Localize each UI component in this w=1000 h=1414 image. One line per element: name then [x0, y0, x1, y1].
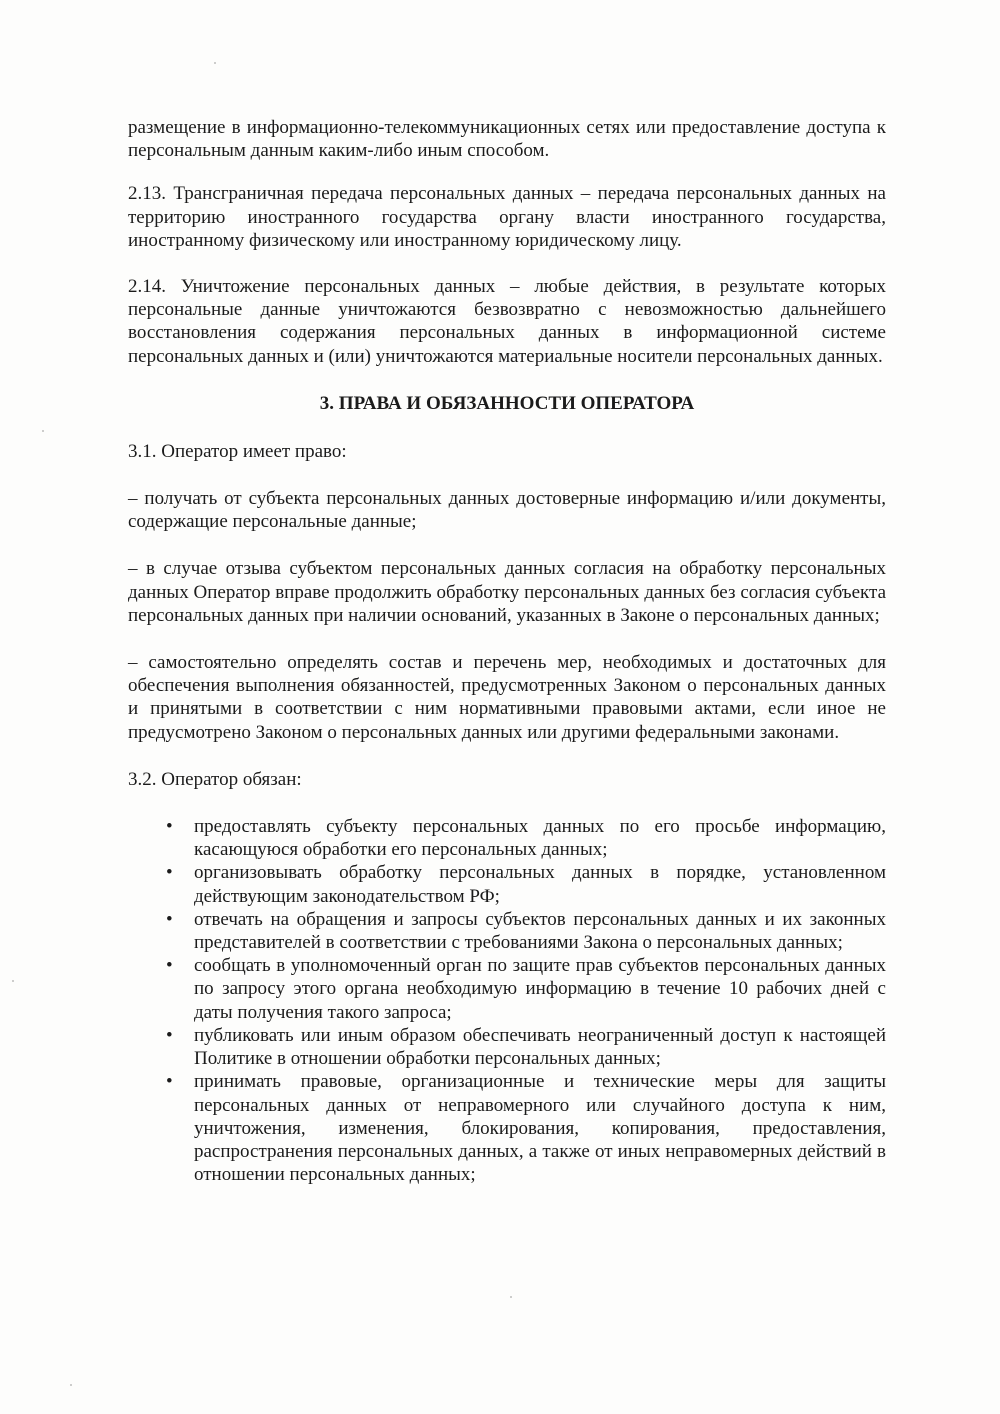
right-item-1: – получать от субъекта персональных данных достоверные информацию и/или документы, содержащие персональные данные; — [128, 488, 886, 533]
paragraph-continuation: размещение в информационно-телекоммуникационных сетях или предоставление доступа к персональным данным каким-либо иным способом. — [128, 117, 886, 162]
duty-item-5 — [166, 1024, 886, 1070]
duty-text: отвечать на обращения и запросы субъектов персональных данных и их законных представителей в соответствии с требованиями Закона о персональных данных; — [194, 908, 886, 954]
duty-item-3 — [166, 908, 886, 954]
paragraph-3-1: 3.1. Оператор имеет право: — [128, 440, 347, 462]
bullet-icon: • — [166, 816, 173, 838]
bullet-icon: • — [166, 862, 173, 884]
duties-list — [128, 815, 886, 1186]
right-item-2: – в случае отзыва субъектом персональных данных согласия на обработку персональных данных Оператор вправе продолжить обработку персональных данных без согласия субъекта персональных данных при наличии оснований, указанных в Законе о персональных данных; — [128, 558, 886, 626]
scan-speck — [214, 62, 216, 64]
duty-item-4 — [166, 954, 886, 1024]
section-3-heading: 3. ПРАВА И ОБЯЗАННОСТИ ОПЕРАТОРА — [319, 392, 695, 414]
duty-item-1 — [166, 815, 886, 861]
duty-item-6 — [166, 1070, 886, 1186]
bullet-icon: • — [166, 955, 173, 977]
scan-speck — [42, 430, 44, 432]
duty-text: публиковать или иным образом обеспечивать неограниченный доступ к настоящей Политике в отношении обработки персональных данных; — [194, 1024, 886, 1070]
document-body — [128, 116, 886, 1186]
duty-text: организовывать обработку персональных данных в порядке, установленном действующим законодательством РФ; — [194, 862, 886, 907]
scan-speck — [12, 980, 14, 982]
duty-text: сообщать в уполномоченный орган по защите прав субъектов персональных данных по запросу этого органа необходимую информацию в течение 10 рабочих дней с даты получения такого запроса; — [194, 955, 886, 1023]
scan-speck — [70, 1384, 72, 1386]
right-item-3: – самостоятельно определять состав и перечень мер, необходимых и достаточных для обеспечения выполнения обязанностей, предусмотренных Законом о персональных данных и принятыми в соответствии с ним нормативными правовыми актами, если иное не предусмотрено Законом о персональных данных или другими федеральными законами. — [128, 652, 886, 743]
bullet-icon: • — [166, 908, 173, 930]
paragraph-3-2: 3.2. Оператор обязан: — [128, 768, 302, 790]
scan-speck — [510, 1296, 512, 1298]
paragraph-2-13: 2.13. Трансграничная передача персональных данных – передача персональных данных на территорию иностранного государства органу власти иностранного государства, иностранному физическому или иностранному юридическому лицу. — [128, 183, 886, 251]
duty-text: принимать правовые, организационные и технические меры для защиты персональных данных от неправомерного или случайного доступа к ним, уничтожения, изменения, блокирования, копирования, предоставления, распространения персональных данных, а также от иных неправомерных действий в отношении персональных данных; — [194, 1071, 886, 1186]
duty-text: предоставлять субъекту персональных данных по его просьбе информацию, касающуюся обработки его персональных данных; — [194, 816, 886, 861]
bullet-icon: • — [166, 1024, 173, 1046]
duty-item-2 — [166, 861, 886, 907]
paragraph-2-14: 2.14. Уничтожение персональных данных – любые действия, в результате которых персональные данные уничтожаются безвозвратно с невозможностью дальнейшего восстановления содержания персональных данных в информационной системе персональных данных и (или) уничтожаются материальные носители персональных данных. — [128, 276, 886, 367]
bullet-icon: • — [166, 1071, 173, 1093]
